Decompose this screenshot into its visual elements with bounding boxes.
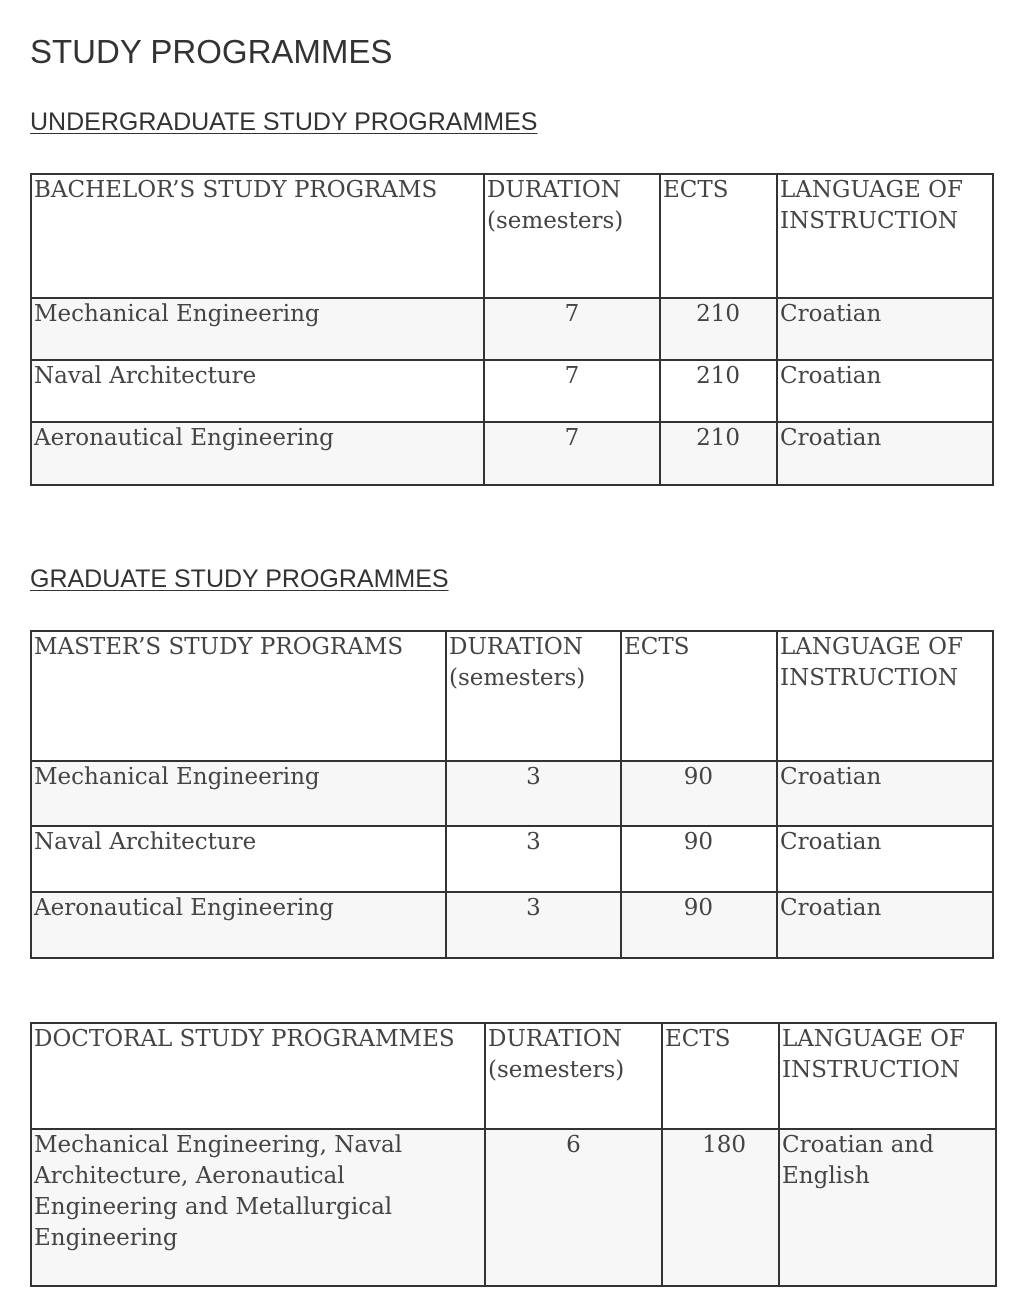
ects-value: 210 [660, 360, 777, 422]
bachelor-programs-table [30, 173, 994, 486]
language-value: Croatian and English [779, 1129, 996, 1286]
header-program: MASTER’S STUDY PROGRAMS [31, 631, 446, 761]
header-language: LANGUAGE OF INSTRUCTION [777, 631, 993, 761]
header-duration: DURATION (semesters) [446, 631, 621, 761]
header-language: LANGUAGE OF INSTRUCTION [777, 174, 993, 298]
header-program: BACHELOR’S STUDY PROGRAMS [31, 174, 484, 298]
program-name: Aeronautical Engineering [31, 422, 484, 485]
program-name: Naval Architecture [31, 360, 484, 422]
duration-value: 7 [484, 422, 660, 485]
ects-value: 210 [660, 298, 777, 360]
language-value: Croatian [777, 826, 993, 892]
header-program: DOCTORAL STUDY PROGRAMMES [31, 1023, 485, 1129]
language-value: Croatian [777, 761, 993, 826]
table-row [31, 422, 993, 485]
table-row [31, 761, 993, 826]
program-name: Mechanical Engineering [31, 298, 484, 360]
doctoral-programs-table [30, 1022, 997, 1287]
table-row [31, 892, 993, 958]
table-header-row [31, 631, 993, 761]
ects-value: 90 [621, 826, 777, 892]
header-language: LANGUAGE OF INSTRUCTION [779, 1023, 996, 1129]
duration-value: 7 [484, 298, 660, 360]
ects-value: 90 [621, 892, 777, 958]
table-row [31, 298, 993, 360]
language-value: Croatian [777, 422, 993, 485]
program-name: Naval Architecture [31, 826, 446, 892]
ects-value: 180 [662, 1129, 779, 1286]
table-header-row [31, 1023, 996, 1129]
table-row [31, 1129, 996, 1286]
master-programs-table [30, 630, 994, 959]
duration-value: 7 [484, 360, 660, 422]
program-name: Mechanical Engineering [31, 761, 446, 826]
duration-value: 3 [446, 761, 621, 826]
table-header-row [31, 174, 993, 298]
language-value: Croatian [777, 892, 993, 958]
program-name: Mechanical Engineering, Naval Architecture, Aeronautical Engineering and Metallurgical Engineering [31, 1129, 485, 1286]
table-row [31, 826, 993, 892]
duration-value: 3 [446, 826, 621, 892]
header-duration: DURATION (semesters) [484, 174, 660, 298]
header-ects: ECTS [621, 631, 777, 761]
page-title: STUDY PROGRAMMES [30, 33, 393, 70]
header-duration: DURATION (semesters) [485, 1023, 662, 1129]
duration-value: 3 [446, 892, 621, 958]
header-ects: ECTS [660, 174, 777, 298]
ects-value: 90 [621, 761, 777, 826]
duration-value: 6 [485, 1129, 662, 1286]
header-ects: ECTS [662, 1023, 779, 1129]
program-name: Aeronautical Engineering [31, 892, 446, 958]
language-value: Croatian [777, 360, 993, 422]
ects-value: 210 [660, 422, 777, 485]
language-value: Croatian [777, 298, 993, 360]
table-row [31, 360, 993, 422]
graduate-heading: GRADUATE STUDY PROGRAMMES [30, 565, 449, 593]
undergraduate-heading: UNDERGRADUATE STUDY PROGRAMMES [30, 108, 538, 136]
